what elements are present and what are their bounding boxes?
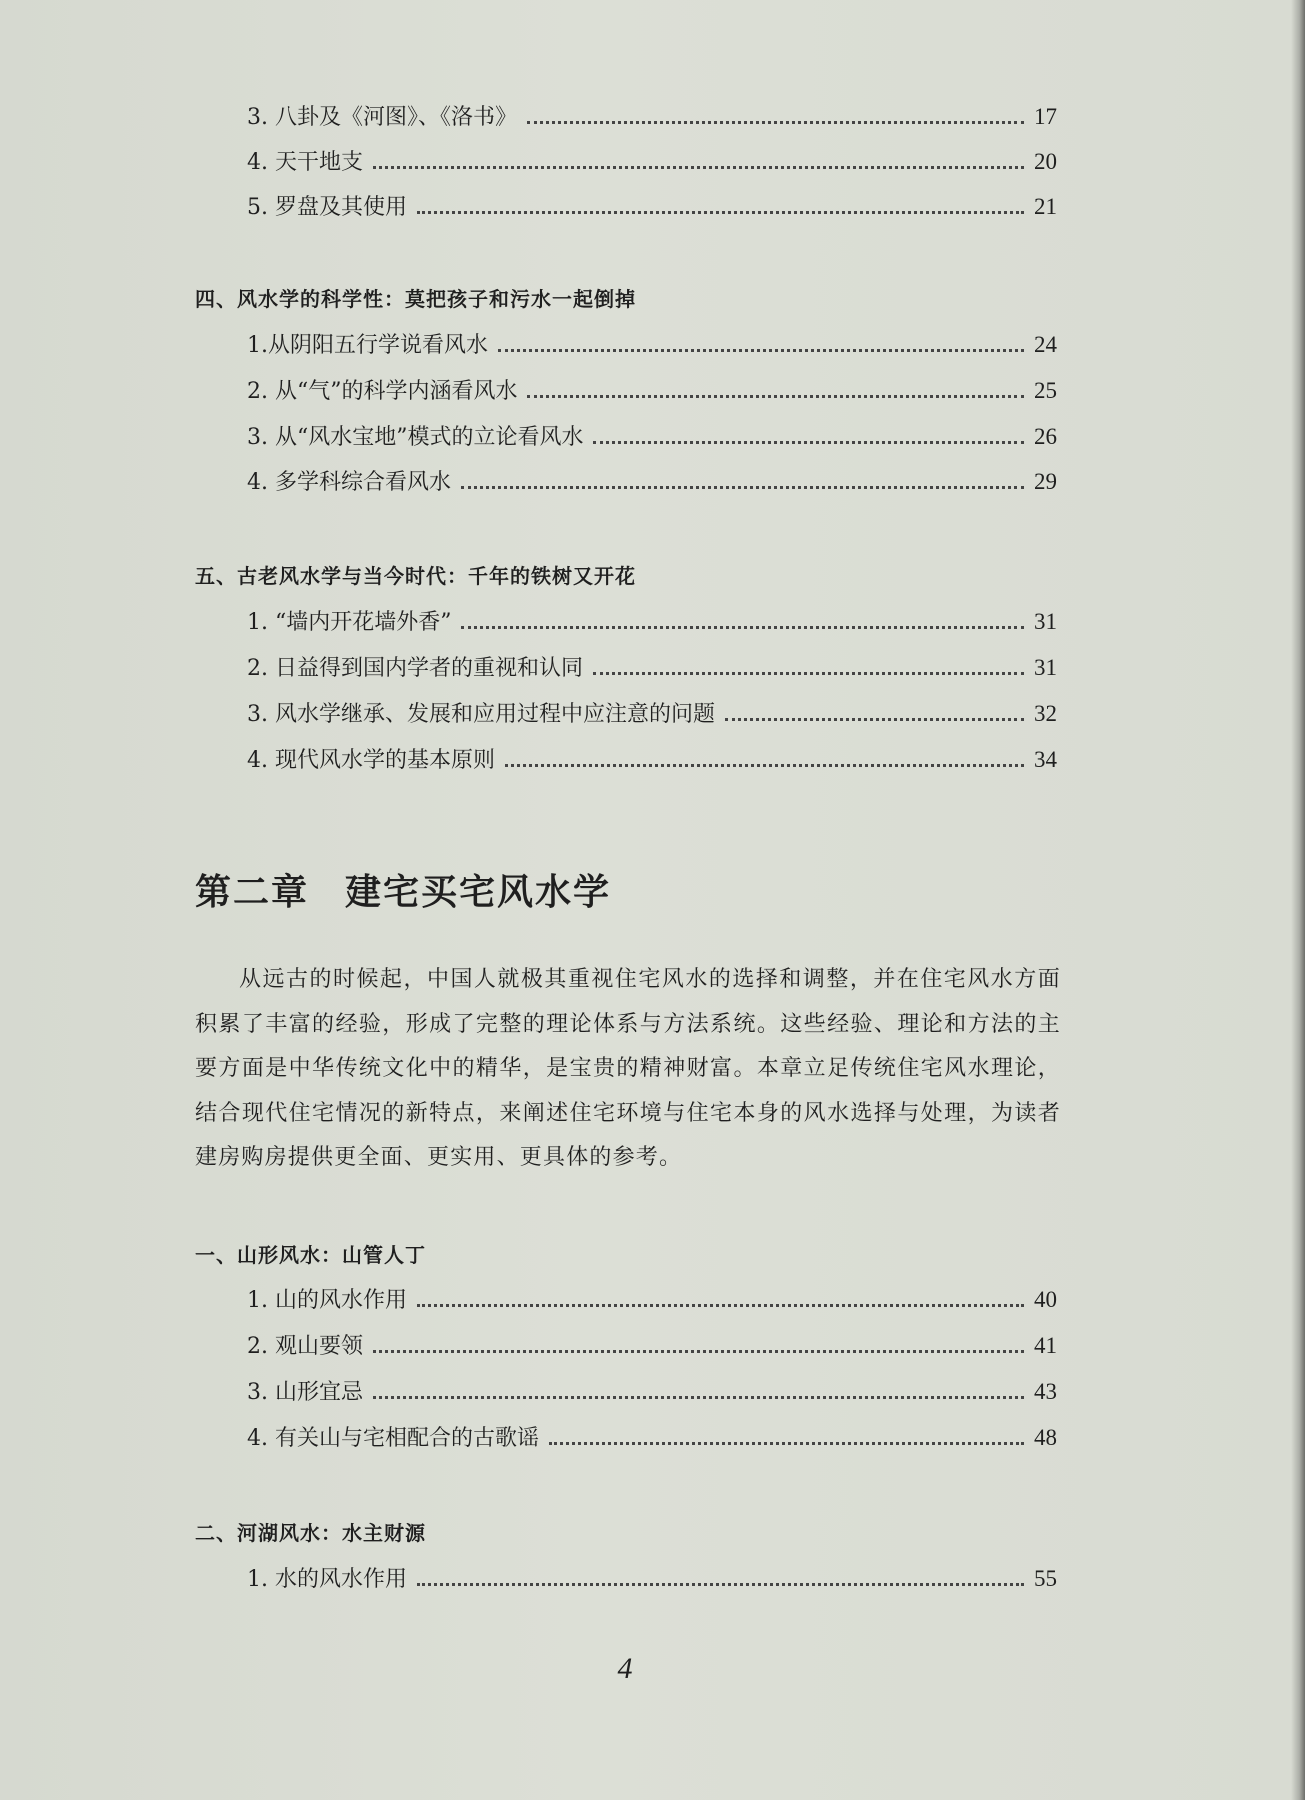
page-number: 4	[617, 1652, 633, 1685]
section-heading: 四、风水学的科学性：莫把孩子和污水一起倒掉	[195, 287, 636, 311]
toc-entry-title: 3. 八卦及《河图》、《洛书》	[247, 105, 517, 130]
toc-entry[interactable]	[247, 192, 1057, 223]
toc-entry-page: 17	[1034, 104, 1057, 129]
chapter-number: 第二章	[195, 871, 310, 913]
toc-leader-dots	[417, 211, 1024, 214]
toc-entry-page: 21	[1034, 194, 1057, 219]
toc-entry-page: 24	[1034, 332, 1057, 357]
toc-entry-title: 1. 水的风水作用	[247, 1567, 407, 1592]
chapter-title: 建宅买宅风水学	[345, 871, 612, 913]
toc-leader-dots	[549, 1442, 1024, 1445]
toc-entry[interactable]	[247, 1564, 1057, 1595]
chapter-intro-paragraph: 从远古的时候起，中国人就极其重视住宅风水的选择和调整，并在住宅风水方面积累了丰富的经验，形成了完整的理论体系与方法系统。这些经验、理论和方法的主要方面是中华传统文化中的精华，是宝贵的精神财富。本章立足传统住宅风水理论，结合现代住宅情况的新特点，来阐述住宅环境与住宅本身的风水选择与处理，为读者建房购房提供更全面、更实用、更具体的参考。	[195, 967, 1061, 1170]
toc-entry-page: 55	[1034, 1566, 1057, 1591]
toc-entry[interactable]	[247, 330, 1057, 361]
chapter-heading	[195, 868, 611, 916]
toc-entry-title: 3. 山形宜忌	[247, 1380, 363, 1405]
toc-leader-dots	[373, 166, 1024, 169]
toc-leader-dots	[593, 672, 1024, 675]
toc-entry-title: 4. 现代风水学的基本原则	[247, 748, 495, 773]
section-heading: 五、古老风水学与当今时代：千年的铁树又开花	[195, 564, 636, 588]
toc-entry[interactable]	[247, 1423, 1057, 1454]
toc-leader-dots	[461, 626, 1024, 629]
section-heading: 一、山形风水：山管人丁	[195, 1243, 426, 1267]
toc-entry-page: 29	[1034, 469, 1057, 494]
toc-entry-title: 2. 从“气”的科学内涵看风水	[247, 379, 518, 404]
toc-leader-dots	[373, 1396, 1024, 1399]
toc-entry-page: 25	[1034, 378, 1057, 403]
toc-leader-dots	[527, 121, 1024, 124]
toc-entry[interactable]	[247, 422, 1057, 453]
toc-entry[interactable]	[247, 467, 1057, 498]
toc-entry-title: 3. 从“风水宝地”模式的立论看风水	[247, 425, 584, 450]
toc-entry-title: 1.从阴阳五行学说看风水	[247, 333, 488, 358]
toc-entry-page: 20	[1034, 149, 1057, 174]
toc-entry[interactable]	[247, 1331, 1057, 1362]
toc-entry[interactable]	[247, 607, 1057, 638]
toc-leader-dots	[417, 1583, 1024, 1586]
toc-entry-page: 31	[1034, 609, 1057, 634]
toc-entry[interactable]	[247, 147, 1057, 178]
toc-entry[interactable]	[247, 699, 1057, 730]
toc-entry-title: 4. 有关山与宅相配合的古歌谣	[247, 1426, 539, 1451]
toc-entry[interactable]	[247, 1285, 1057, 1316]
toc-entry-page: 40	[1034, 1287, 1057, 1312]
toc-leader-dots	[461, 486, 1024, 489]
toc-leader-dots	[373, 1350, 1024, 1353]
toc-leader-dots	[505, 764, 1024, 767]
page-edge-shadow	[1291, 0, 1305, 1800]
toc-entry-page: 31	[1034, 655, 1057, 680]
toc-leader-dots	[725, 718, 1024, 721]
toc-entry-title: 1. “墙内开花墙外香”	[247, 610, 452, 635]
toc-leader-dots	[527, 395, 1024, 398]
toc-entry[interactable]	[247, 376, 1057, 407]
toc-entry-title: 2. 观山要领	[247, 1334, 363, 1359]
toc-entry[interactable]	[247, 653, 1057, 684]
toc-entry-page: 41	[1034, 1333, 1057, 1358]
toc-entry-page: 34	[1034, 747, 1057, 772]
toc-entry-title: 4. 天干地支	[247, 150, 363, 175]
toc-entry-page: 26	[1034, 424, 1057, 449]
toc-entry-title: 2. 日益得到国内学者的重视和认同	[247, 656, 583, 681]
toc-entry-page: 48	[1034, 1425, 1057, 1450]
toc-entry-title: 3. 风水学继承、发展和应用过程中应注意的问题	[247, 702, 715, 727]
toc-entry-page: 43	[1034, 1379, 1057, 1404]
toc-entry[interactable]	[247, 102, 1057, 133]
toc-leader-dots	[593, 441, 1024, 444]
toc-entry-title: 5. 罗盘及其使用	[247, 195, 407, 220]
toc-entry[interactable]	[247, 1377, 1057, 1408]
toc-leader-dots	[498, 349, 1024, 352]
toc-leader-dots	[417, 1304, 1024, 1307]
toc-entry-title: 1. 山的风水作用	[247, 1288, 407, 1313]
toc-entry-title: 4. 多学科综合看风水	[247, 470, 451, 495]
section-heading: 二、河湖风水：水主财源	[195, 1521, 426, 1545]
toc-entry-page: 32	[1034, 701, 1057, 726]
toc-entry[interactable]	[247, 745, 1057, 776]
